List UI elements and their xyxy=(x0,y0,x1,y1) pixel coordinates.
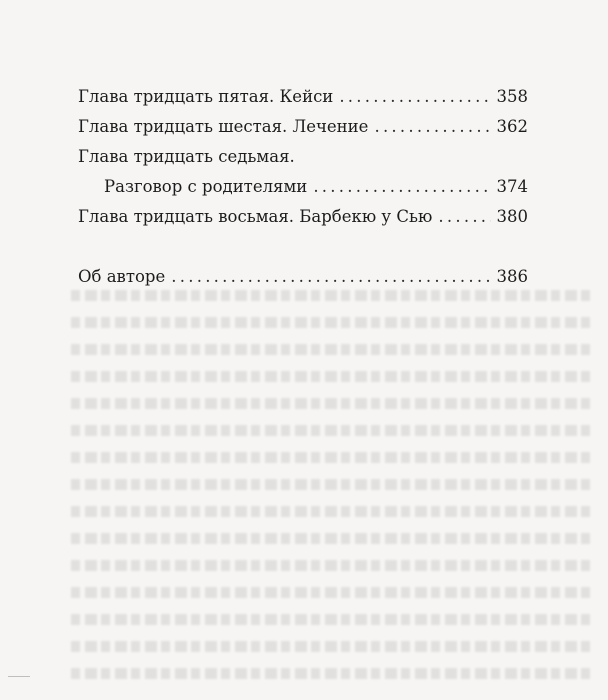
page-edge-mark xyxy=(8,676,30,677)
toc-entry-page: 386 xyxy=(496,267,528,286)
toc-leader-dots xyxy=(171,262,490,292)
toc-leader-dots xyxy=(339,82,490,112)
toc-entry-title: Глава тридцать седьмая. xyxy=(78,147,295,166)
toc-entry-chapter-37-subtitle xyxy=(78,172,528,202)
toc-entry-chapter-38 xyxy=(78,202,528,232)
toc-leader-dots xyxy=(374,112,490,142)
toc-entry-title: Глава тридцать пятая. Кейси xyxy=(78,87,334,106)
toc-entry-page: 362 xyxy=(496,117,528,136)
toc-entry-title: Глава тридцать восьмая. Барбекю у Сью xyxy=(78,207,433,226)
toc-entry-page: 380 xyxy=(496,207,528,226)
toc-entry-page: 358 xyxy=(496,87,528,106)
table-of-contents xyxy=(78,82,528,292)
toc-leader-dots xyxy=(438,202,490,232)
toc-entry-about-author xyxy=(78,262,528,292)
toc-leader-dots xyxy=(313,172,490,202)
toc-entry-page: 374 xyxy=(496,177,528,196)
toc-entry-chapter-36 xyxy=(78,112,528,142)
toc-entry-title: Глава тридцать шестая. Лечение xyxy=(78,117,369,136)
section-gap xyxy=(78,232,528,262)
reverse-side-bleed-through xyxy=(70,290,590,700)
toc-entry-title: Разговор с родителями xyxy=(104,177,308,196)
toc-entry-title: Об авторе xyxy=(78,267,166,286)
toc-entry-chapter-37-heading xyxy=(78,142,528,172)
toc-entry-chapter-35 xyxy=(78,82,528,112)
